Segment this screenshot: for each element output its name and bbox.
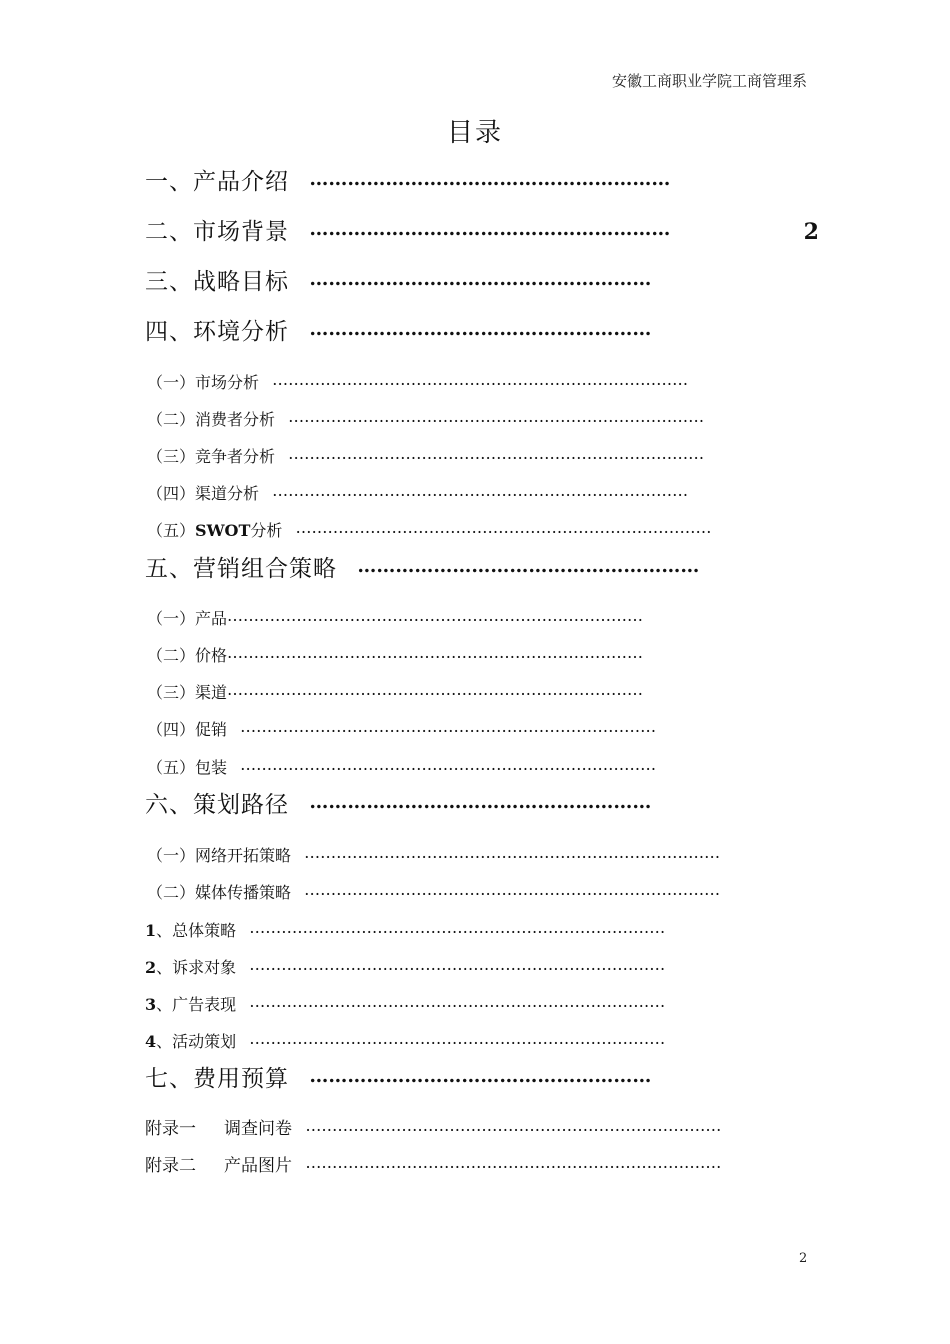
toc-leader-dots: ……………………………………………………………………: [272, 483, 689, 499]
toc-leader-dots: ……………………………………………………………………: [227, 645, 644, 661]
toc-leader-dots: ……………………………………………………………………: [240, 757, 657, 773]
toc-leader-dots: ……………………………………………………………………: [305, 1155, 722, 1171]
toc-entry-swot-analysis[interactable]: [147, 520, 794, 539]
toc-number: 2: [145, 958, 157, 977]
toc-label: （四）渠道分析: [147, 484, 260, 503]
toc-label: （一）网络开拓策略: [147, 846, 292, 865]
toc-label: 、诉求对象: [156, 958, 237, 977]
toc-appendix-label: 附录二: [145, 1156, 196, 1176]
toc-appendix-label: 附录一: [145, 1119, 196, 1139]
toc-leader-dots: ……………………………………………………………………: [249, 1031, 666, 1047]
toc-leader-dots: ……………………………………………………………………: [305, 1118, 722, 1134]
toc-label: （五）包装: [147, 758, 228, 777]
toc-leader-dots: ……………………………………………………………………: [304, 845, 721, 861]
toc-leader-dots: ……………………………………………………………………: [240, 719, 657, 735]
toc-entry-strategy-goal[interactable]: [145, 270, 769, 294]
toc-label: （二）价格: [147, 646, 228, 665]
toc-leader-dots: ………………………………………………: [309, 1067, 652, 1086]
toc-page-number: 2: [803, 219, 820, 245]
toc-leader-dots: ……………………………………………………………………: [227, 608, 644, 624]
toc-leader-dots: …………………………………………………: [309, 170, 671, 189]
toc-leader-dots: ……………………………………………………………………: [295, 520, 712, 536]
toc-leader-dots: ………………………………………………: [309, 793, 652, 812]
toc-leader-dots: ……………………………………………………………………: [272, 372, 689, 388]
toc-label: 七、费用预算: [145, 1066, 289, 1092]
toc-entry-network-strategy[interactable]: [147, 845, 782, 864]
toc-label: 、总体策略: [156, 921, 237, 940]
toc-leader-dots: ……………………………………………………………………: [249, 920, 666, 936]
toc-entry-channel-analysis[interactable]: [147, 483, 770, 502]
toc-label: 调查问卷: [224, 1119, 292, 1139]
toc-label: 二、市场背景: [145, 219, 289, 245]
toc-leader-dots: ………………………………………………: [357, 557, 700, 576]
toc-label: （二）媒体传播策略: [147, 883, 292, 902]
page-number: 2: [799, 1251, 808, 1266]
toc-entry-overall-strategy[interactable]: [145, 920, 747, 939]
toc-label: 、广告表现: [156, 995, 237, 1014]
toc-leader-dots: ……………………………………………………………………: [288, 446, 705, 462]
toc-entry-product-intro[interactable]: [145, 170, 797, 194]
toc-entry-market-analysis[interactable]: [147, 372, 770, 391]
toc-number: 1: [145, 921, 157, 940]
toc-entry-appeal-target[interactable]: [145, 957, 747, 976]
toc-leader-dots: ……………………………………………………………………: [227, 682, 644, 698]
toc-title: 目录: [446, 118, 503, 148]
toc-leader-dots: …………………………………………………: [309, 220, 671, 239]
toc-entry-promotion[interactable]: [147, 719, 738, 738]
toc-label-swot: SWOT: [195, 521, 251, 540]
toc-leader-dots: ……………………………………………………………………: [249, 957, 666, 973]
toc-label: 一、产品介绍: [145, 169, 289, 195]
toc-entry-price[interactable]: [147, 645, 725, 664]
toc-label: （四）促销: [147, 720, 228, 739]
toc-number: 4: [145, 1032, 157, 1051]
toc-number: 3: [145, 995, 157, 1014]
toc-label: （二）消费者分析: [147, 410, 276, 429]
toc-entry-event-planning[interactable]: [145, 1031, 747, 1050]
toc-label: 产品图片: [224, 1156, 292, 1176]
toc-leader-dots: ………………………………………………: [309, 320, 652, 339]
toc-entry-budget[interactable]: [145, 1067, 741, 1091]
toc-label: （一）产品: [147, 609, 228, 628]
toc-entry-planning-path[interactable]: [145, 793, 769, 817]
toc-label: 五、营销组合策略: [145, 556, 337, 582]
toc-entry-consumer-analysis[interactable]: [147, 409, 786, 428]
toc-label: 三、战略目标: [145, 269, 289, 295]
toc-label: 四、环境分析: [145, 319, 289, 345]
toc-entry-appendix-survey[interactable]: [145, 1118, 785, 1138]
toc-entry-marketing-mix[interactable]: [145, 557, 789, 581]
toc-leader-dots: ……………………………………………………………………: [304, 882, 721, 898]
toc-entry-market-background[interactable]: [145, 220, 820, 244]
toc-entry-competitor-analysis[interactable]: [147, 446, 786, 465]
toc-entry-ad-performance[interactable]: [145, 994, 747, 1013]
toc-label-prefix: （五）: [147, 521, 196, 540]
toc-entry-media-strategy[interactable]: [147, 882, 782, 901]
toc-label: （一）市场分析: [147, 373, 260, 392]
toc-leader-dots: ……………………………………………………………………: [288, 409, 705, 425]
toc-label: 、活动策划: [156, 1032, 237, 1051]
toc-entry-appendix-images[interactable]: [145, 1155, 785, 1175]
toc-entry-environment-analysis[interactable]: [145, 320, 769, 344]
toc-leader-dots: ………………………………………………: [309, 270, 652, 289]
toc-label: 六、策划路径: [145, 792, 289, 818]
toc-leader-dots: ……………………………………………………………………: [249, 994, 666, 1010]
toc-label-suffix: 分析: [250, 521, 283, 540]
toc-entry-channel[interactable]: [147, 682, 725, 701]
toc-label: （三）竞争者分析: [147, 447, 276, 466]
document-header: 安徽工商职业学院工商管理系: [611, 72, 807, 90]
toc-entry-packaging[interactable]: [147, 757, 738, 776]
toc-label: （三）渠道: [147, 683, 228, 702]
toc-entry-product[interactable]: [147, 608, 725, 627]
